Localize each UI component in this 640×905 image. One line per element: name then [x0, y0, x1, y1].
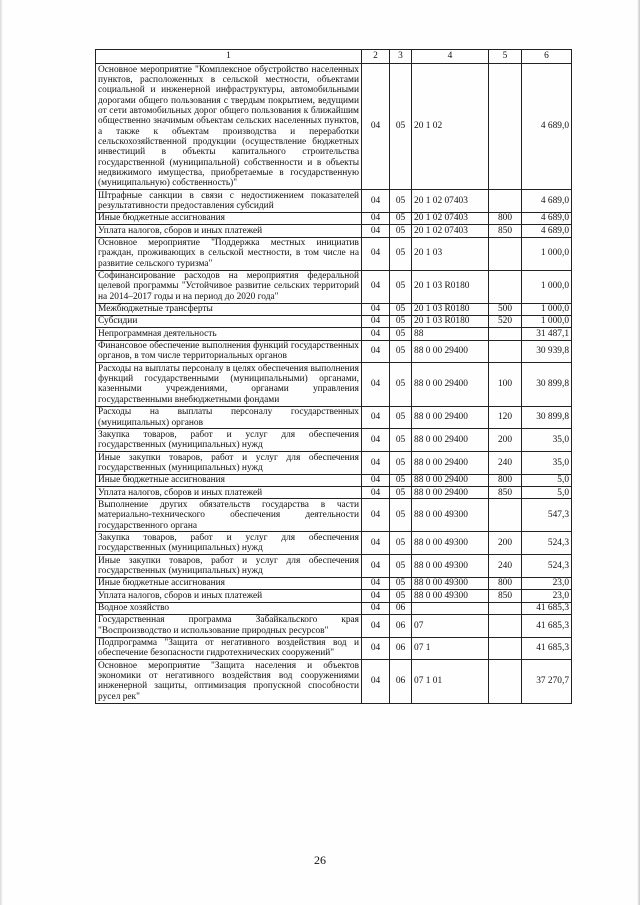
row-section: 04	[362, 602, 390, 614]
table-row	[96, 237, 572, 270]
row-expense-type	[489, 190, 522, 213]
row-name: Основное мероприятие "Комплексное обустройство населенных пунктов, расположенных в сельской местности, объектами социальной и инженерной инфраструктуры, автомобильными дорогами общего пользования с твердым покрытием, ведущими от сети автомобильных дорог общего пользования к ближайшим общественно значимым объектам сельских населенных пунктов, а также к объектам производства и переработки сельскохозяйственной продукции (осуществление бюджетных инвестиций в объекты капитального строительства государственной (муниципальной) собственности и в объекты недвижимого имущества, приобретаемые в государственную (муниципальную) собственность)"	[96, 64, 362, 190]
row-subsection: 05	[390, 487, 412, 499]
table-row	[96, 474, 572, 486]
row-amount: 35,0	[522, 429, 572, 452]
row-expense-type: 100	[489, 363, 522, 406]
header-col-1: 1	[96, 50, 362, 64]
row-subsection: 05	[390, 328, 412, 340]
row-subsection: 06	[390, 660, 412, 703]
row-subsection: 05	[390, 532, 412, 555]
row-subsection: 05	[390, 190, 412, 213]
row-target-article	[412, 602, 489, 614]
row-section: 04	[362, 237, 390, 270]
header-col-5: 5	[489, 50, 522, 64]
row-name: Уплата налогов, сборов и иных платежей	[96, 225, 362, 237]
row-amount: 524,3	[522, 532, 572, 555]
row-expense-type: 850	[489, 225, 522, 237]
table-row	[96, 602, 572, 614]
row-section: 04	[362, 637, 390, 660]
table-row	[96, 532, 572, 555]
row-amount: 30 899,8	[522, 363, 572, 406]
table-row	[96, 315, 572, 327]
row-name: Уплата налогов, сборов и иных платежей	[96, 487, 362, 499]
row-expense-type: 200	[489, 532, 522, 555]
row-name: Иные бюджетные ассигнования	[96, 474, 362, 486]
table-row	[96, 340, 572, 363]
row-expense-type: 120	[489, 406, 522, 429]
row-target-article: 88 0 00 29400	[412, 363, 489, 406]
row-section: 04	[362, 328, 390, 340]
row-expense-type	[489, 270, 522, 303]
row-amount: 524,3	[522, 555, 572, 578]
row-amount: 4 689,0	[522, 212, 572, 224]
row-name: Государственная программа Забайкальского края "Воспроизводство и использование природных ресурсов"	[96, 614, 362, 637]
row-subsection: 05	[390, 237, 412, 270]
row-target-article: 88	[412, 328, 489, 340]
header-col-4: 4	[412, 50, 489, 64]
row-target-article: 20 1 03 R0180	[412, 270, 489, 303]
row-name: Софинансирование расходов на мероприятия федеральной целевой программы "Устойчивое развитие сельских территорий на 2014–2017 годы и на период до 2020 года"	[96, 270, 362, 303]
row-target-article: 88 0 00 49300	[412, 555, 489, 578]
row-amount: 31 487,1	[522, 328, 572, 340]
table-row	[96, 406, 572, 429]
row-expense-type: 240	[489, 452, 522, 475]
table-row	[96, 577, 572, 589]
row-name: Расходы на выплаты персоналу государственных (муниципальных) органов	[96, 406, 362, 429]
row-section: 04	[362, 225, 390, 237]
row-section: 04	[362, 315, 390, 327]
row-amount: 4 689,0	[522, 190, 572, 213]
table-row	[96, 614, 572, 637]
row-name: Закупка товаров, работ и услуг для обеспечения государственных (муниципальных) нужд	[96, 429, 362, 452]
row-subsection: 05	[390, 406, 412, 429]
row-target-article: 88 0 00 29400	[412, 429, 489, 452]
row-expense-type: 520	[489, 315, 522, 327]
row-amount: 1 000,0	[522, 237, 572, 270]
row-section: 04	[362, 340, 390, 363]
table-row	[96, 64, 572, 190]
row-expense-type	[489, 237, 522, 270]
row-subsection: 05	[390, 577, 412, 589]
table-row	[96, 637, 572, 660]
row-target-article: 88 0 00 49300	[412, 499, 489, 532]
row-target-article: 20 1 02 07403	[412, 225, 489, 237]
table-row	[96, 363, 572, 406]
row-target-article: 88 0 00 49300	[412, 577, 489, 589]
row-target-article: 20 1 03 R0180	[412, 315, 489, 327]
table-row	[96, 499, 572, 532]
row-section: 04	[362, 487, 390, 499]
row-expense-type	[489, 328, 522, 340]
row-section: 04	[362, 64, 390, 190]
row-target-article: 88 0 00 29400	[412, 487, 489, 499]
row-amount: 1 000,0	[522, 315, 572, 327]
row-subsection: 05	[390, 64, 412, 190]
table-row	[96, 429, 572, 452]
row-amount: 41 685,3	[522, 614, 572, 637]
header-col-2: 2	[362, 50, 390, 64]
row-name: Основное мероприятие "Поддержка местных инициатив граждан, проживающих в сельской местности, в том числе на развитие сельского туризма"	[96, 237, 362, 270]
row-expense-type	[489, 614, 522, 637]
row-target-article: 20 1 03 R0180	[412, 303, 489, 315]
row-name: Выполнение других обязательств государства в части материально-технического обеспечения деятельности государственного органа	[96, 499, 362, 532]
row-name: Подпрограмма "Защита от негативного воздействия вод и обеспечение безопасности гидротехнических сооружений"	[96, 637, 362, 660]
table-row	[96, 212, 572, 224]
row-section: 04	[362, 212, 390, 224]
row-amount: 4 689,0	[522, 64, 572, 190]
row-expense-type: 240	[489, 555, 522, 578]
row-section: 04	[362, 303, 390, 315]
row-section: 04	[362, 577, 390, 589]
row-section: 04	[362, 555, 390, 578]
budget-table	[95, 49, 572, 704]
row-target-article: 88 0 00 29400	[412, 340, 489, 363]
row-expense-type	[489, 660, 522, 703]
table-row	[96, 190, 572, 213]
table-row	[96, 590, 572, 602]
row-subsection: 05	[390, 555, 412, 578]
row-section: 04	[362, 499, 390, 532]
row-name: Иные закупки товаров, работ и услуг для обеспечения государственных (муниципальных) нужд	[96, 452, 362, 475]
row-name: Расходы на выплаты персоналу в целях обеспечения выполнения функций государственными (муниципальными) органами, казенными учреждениями, органами управления государственными внебюджетными фондами	[96, 363, 362, 406]
table-row	[96, 270, 572, 303]
row-name: Субсидии	[96, 315, 362, 327]
row-target-article: 88 0 00 49300	[412, 590, 489, 602]
row-target-article: 88 0 00 29400	[412, 452, 489, 475]
row-amount: 5,0	[522, 474, 572, 486]
row-name: Иные бюджетные ассигнования	[96, 212, 362, 224]
row-subsection: 05	[390, 429, 412, 452]
row-subsection: 06	[390, 602, 412, 614]
row-subsection: 06	[390, 614, 412, 637]
row-subsection: 05	[390, 225, 412, 237]
table-row	[96, 660, 572, 703]
row-section: 04	[362, 532, 390, 555]
row-subsection: 05	[390, 270, 412, 303]
row-name: Основное мероприятие "Защита населения и объектов экономики от негативного воздействия вод сооружениями инженерной защиты, оптимизация пропускной способности русел рек"	[96, 660, 362, 703]
row-amount: 1 000,0	[522, 303, 572, 315]
row-section: 04	[362, 452, 390, 475]
row-expense-type	[489, 64, 522, 190]
table-row	[96, 555, 572, 578]
row-section: 04	[362, 190, 390, 213]
row-amount: 30 899,8	[522, 406, 572, 429]
row-amount: 41 685,3	[522, 602, 572, 614]
row-name: Финансовое обеспечение выполнения функций государственных органов, в том числе территориальных органов	[96, 340, 362, 363]
row-amount: 4 689,0	[522, 225, 572, 237]
table-row	[96, 225, 572, 237]
row-amount: 23,0	[522, 590, 572, 602]
header-col-3: 3	[390, 50, 412, 64]
row-section: 04	[362, 590, 390, 602]
row-subsection: 05	[390, 452, 412, 475]
row-amount: 30 939,8	[522, 340, 572, 363]
row-target-article: 07 1	[412, 637, 489, 660]
row-amount: 41 685,3	[522, 637, 572, 660]
row-name: Закупка товаров, работ и услуг для обеспечения государственных (муниципальных) нужд	[96, 532, 362, 555]
row-subsection: 05	[390, 474, 412, 486]
row-expense-type: 850	[489, 590, 522, 602]
row-target-article: 07 1 01	[412, 660, 489, 703]
row-subsection: 06	[390, 637, 412, 660]
row-name: Иные бюджетные ассигнования	[96, 577, 362, 589]
row-amount: 37 270,7	[522, 660, 572, 703]
row-amount: 23,0	[522, 577, 572, 589]
row-subsection: 05	[390, 340, 412, 363]
row-name: Иные закупки товаров, работ и услуг для обеспечения государственных (муниципальных) нужд	[96, 555, 362, 578]
row-target-article: 88 0 00 29400	[412, 406, 489, 429]
row-name: Непрограммная деятельность	[96, 328, 362, 340]
row-name: Межбюджетные трансферты	[96, 303, 362, 315]
row-target-article: 88 0 00 29400	[412, 474, 489, 486]
row-section: 04	[362, 429, 390, 452]
row-expense-type: 500	[489, 303, 522, 315]
row-expense-type	[489, 499, 522, 532]
row-expense-type: 800	[489, 474, 522, 486]
row-target-article: 20 1 02	[412, 64, 489, 190]
table-header-row	[96, 50, 572, 64]
row-subsection: 05	[390, 499, 412, 532]
row-amount: 5,0	[522, 487, 572, 499]
row-section: 04	[362, 614, 390, 637]
header-col-6: 6	[522, 50, 572, 64]
row-subsection: 05	[390, 212, 412, 224]
row-target-article: 07	[412, 614, 489, 637]
row-subsection: 05	[390, 590, 412, 602]
table-body	[96, 50, 572, 704]
table-row	[96, 487, 572, 499]
row-section: 04	[362, 474, 390, 486]
row-section: 04	[362, 363, 390, 406]
row-target-article: 20 1 02 07403	[412, 212, 489, 224]
row-section: 04	[362, 406, 390, 429]
row-name: Уплата налогов, сборов и иных платежей	[96, 590, 362, 602]
row-name: Водное хозяйство	[96, 602, 362, 614]
row-expense-type: 800	[489, 212, 522, 224]
table-row	[96, 452, 572, 475]
row-expense-type	[489, 637, 522, 660]
row-amount: 547,3	[522, 499, 572, 532]
row-amount: 1 000,0	[522, 270, 572, 303]
row-target-article: 88 0 00 49300	[412, 532, 489, 555]
row-target-article: 20 1 03	[412, 237, 489, 270]
table-row	[96, 328, 572, 340]
row-subsection: 05	[390, 315, 412, 327]
row-expense-type: 800	[489, 577, 522, 589]
row-expense-type: 200	[489, 429, 522, 452]
page-number: 26	[314, 853, 326, 867]
row-subsection: 05	[390, 363, 412, 406]
row-name: Штрафные санкции в связи с недостижением показателей результативности предоставления субсидий	[96, 190, 362, 213]
row-subsection: 05	[390, 303, 412, 315]
row-section: 04	[362, 270, 390, 303]
row-expense-type	[489, 340, 522, 363]
row-amount: 35,0	[522, 452, 572, 475]
row-expense-type: 850	[489, 487, 522, 499]
table-row	[96, 303, 572, 315]
scan-edge-left	[0, 0, 3, 905]
row-expense-type	[489, 602, 522, 614]
row-section: 04	[362, 660, 390, 703]
row-target-article: 20 1 02 07403	[412, 190, 489, 213]
